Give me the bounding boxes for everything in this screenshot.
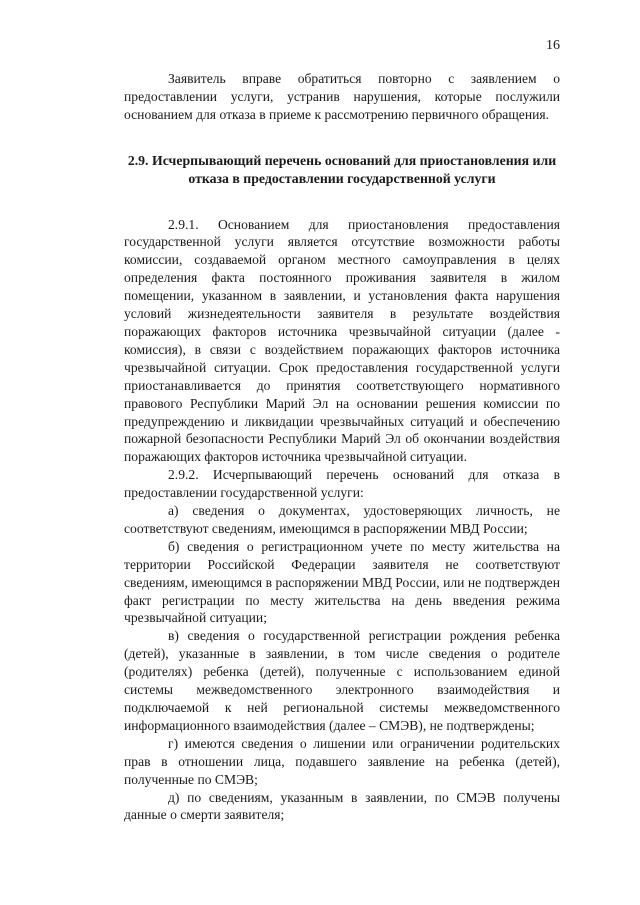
list-item-a: а) сведения о документах, удостоверяющих личность, не соответствуют сведениям, имеющимся в распоряжении МВД России;: [124, 503, 560, 536]
page-number: 16: [546, 38, 560, 53]
paragraph-2-9-1: 2.9.1. Основанием для приостановления предоставления государственной услуги является отсутствие возможности работы комиссии, создаваемой органом местного самоуправления в целях определения факта постоянного проживания заявителя в жилом помещении, указанном в заявлении, и установления факта нарушения условий жизнедеятельности заявителя в результате воздействия поражающих факторов источника чрезвычайной ситуации (далее - комиссия), в связи с воздействием поражающих факторов источника чрезвычайной ситуации. Срок предоставления государственной услуги приостанавливается до принятия соответствующего нормативного правового Республики Марий Эл на основании решения комиссии по предупреждению и ликвидации чрезвычайных ситуаций и обеспечению пожарной безопасности Республики Марий Эл об окончании воздействия поражающих факторов источника чрезвычайной ситуации.: [124, 216, 560, 465]
list-item-b: б) сведения о регистрационном учете по месту жительства на территории Российской Федерации заявителя не соответствуют сведениям, имеющимся в распоряжении МВД России, или не подтвержден факт регистрации по месту жительства на день введения режима чрезвычайной ситуации;: [124, 538, 560, 626]
list-item-g: г) имеются сведения о лишении или ограничении родительских прав в отношении лица, подавшего заявление на ребенка (детей), полученные по СМЭВ;: [124, 735, 560, 787]
document-body: [124, 70, 560, 824]
list-item-v: в) сведения о государственной регистрации рождения ребенка (детей), указанные в заявлении, в том числе сведения о родителе (родителях) ребенка (детей), полученные с использованием единой системы межведомственного электронного взаимодействия и подключаемой к ней региональной системы межведомственного информационного взаимодействия (далее – СМЭВ), не подтверждены;: [124, 628, 560, 733]
paragraph-2-9-2: 2.9.2. Исчерпывающий перечень оснований для отказа в предоставлении государственной услуги:: [124, 467, 560, 501]
section-heading: 2.9. Исчерпывающий перечень оснований для приостановления или отказа в предоставлении государственной услуги: [127, 152, 557, 186]
intro-paragraph: Заявитель вправе обратиться повторно с заявлением о предоставлении услуги, устранив нарушения, которые послужили основанием для отказа в приеме к рассмотрению первичного обращения.: [124, 71, 560, 122]
list-item-d: д) по сведениям, указанным в заявлении, по СМЭВ получены данные о смерти заявителя;: [124, 789, 560, 823]
